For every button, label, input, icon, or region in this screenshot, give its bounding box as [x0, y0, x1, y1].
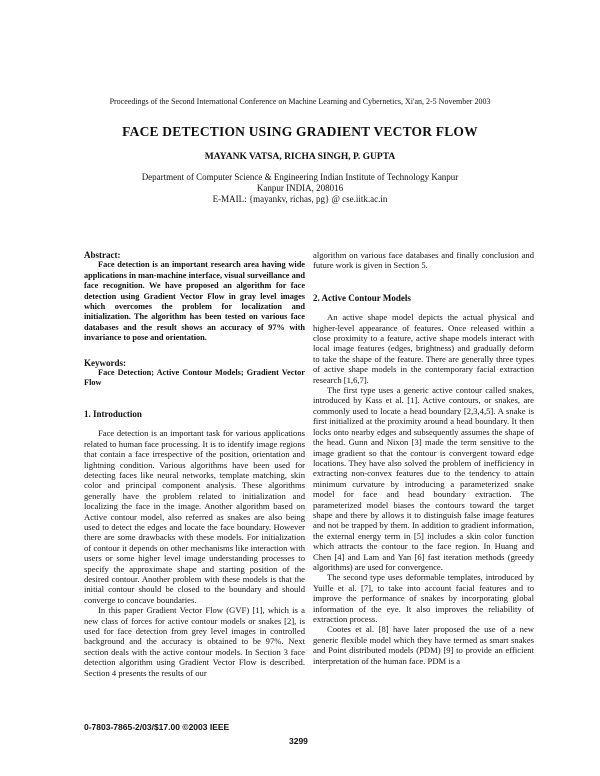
intro-paragraph-2: In this paper Gradient Vector Flow (GVF) [1], which is a new class of forces for active contour models or snakes [2], is used for face detection from grey level images in controlled background and the accuracy is obtained to be 97%. Next section deals with the active contour models. In Section 3 face detection algorithm using Gradient Vector Flow is described. Section 4 presents the results of our [84, 605, 305, 678]
running-header: Proceedings of the Second International Conference on Machine Learning and Cybernetics, Xi'an, 2-5 November 2003 [109, 97, 491, 106]
abstract-heading: Abstract: [84, 250, 121, 260]
intro-paragraph-2-continued: algorithm on various face databases and finally conclusion and future work is given in Section 5. [313, 250, 534, 271]
right-column [313, 250, 534, 666]
page-number: 3299 [289, 736, 308, 746]
acm-paragraph-3: The second type uses deformable templates, introduced by Yuille et al. [7], to take into account facial features and to improve the performance of snakes by incorporating global information of the eye. It also improves the reliability of extraction process. [313, 572, 534, 624]
affiliation [0, 172, 600, 205]
affiliation-location: Kanpur INDIA, 208016 [256, 183, 344, 193]
intro-paragraph-1: Face detection is an important task for various applications related to human face processing. It is to identify image regions that contain a face irrespective of the position, orientation and lightning condition. Various algorithms have been used for detecting faces like neural networks, template matching, skin color and principal component analysis. These algorithms generally have the problem related to initialization and localizing the face in the image. Another algorithm based on Active contour model, also referred as snakes are also being used to detect the edges and locate the face boundary. However there are some drawbacks with these models. For initialization of contour it depends on other mechanisms like interaction with users or some higher level image understanding processes to specify the approximate shape and starting position of the desired contour. Another problem with these models is that the initial contour should be closed to the boundary and should converge to concave boundaries. [84, 428, 305, 605]
keywords-text: Face Detection; Active Contour Models; Gradient Vector Flow [84, 368, 305, 388]
keywords-heading: Keywords: [84, 357, 126, 368]
authors: MAYANK VATSA, RICHA SINGH, P. GUPTA [204, 152, 396, 162]
acm-paragraph-1: An active shape model depicts the actual physical and higher-level appearance of features. Once released within a close proximity to a feature, active shape models interact with local image features (edges, brightness) and gradually deform to take the shape of the feature. There are generally three types of active shape models in the contemporary facial extraction research [1,6,7]. [313, 312, 534, 385]
acm-paragraph-2: The first type uses a generic active contour called snakes, introduced by Kass et al. [1]. Active contours, or snakes, are commonly used to locate a head boundary [2,3,4,5]. A snake is first initialized at the proximity around a head boundary. It then locks onto nearby edges and subsequently assumes the shape of the head. Gunn and Nixon [3] made the term sensitive to the image gradient so that the contour is convergent toward edge locations. They have also solved the problem of inefficiency in extracting non-convex features due to the tendency to attain minimum curvature by introducing a parameterized snake model for face and head boundary extraction. The parameterized model biases the contours toward the target shape and there by allows it to distinguish false image features and not be trapped by them. In addition to gradient information, the external energy term in [5] includes a skin color function which attracts the contour to the face region. In Huang and Chen [4] and Lam and Yan [6] fast iteration methods (greedy algorithms) are used for convergence. [313, 385, 534, 572]
affiliation-email: E-MAIL: {mayankv, richas, pg} @ cse.iitk.ac.in [212, 194, 388, 204]
abstract-text: Face detection is an important research area having wide applications in man-machine interface, visual surveillance and face recognition. We have proposed an algorithm for face detection using Gradient Vector Flow in gray level images which overcomes the problem for localization and initialization. The algorithm has been tested on various face databases and the result shows an accuracy of 97% with invariance to pose and orientation. [84, 260, 305, 343]
affiliation-dept: Department of Computer Science & Engineering Indian Institute of Technology Kanpur [141, 172, 459, 182]
paper-title: FACE DETECTION USING GRADIENT VECTOR FLOW [122, 124, 478, 139]
section-2-heading: 2. Active Contour Models [313, 292, 411, 303]
section-1-heading: 1. Introduction [84, 408, 142, 419]
copyright-isbn: 0-7803-7865-2/03/$17.00 ©2003 IEEE [84, 722, 230, 732]
acm-paragraph-4: Cootes et al. [8] have later proposed the use of a new generic flexible model which they have termed as smart snakes and Point distributed models (PDM) [9] to provide an efficient interpretation of the human face. PDM is a [313, 624, 534, 666]
left-column [84, 250, 305, 678]
